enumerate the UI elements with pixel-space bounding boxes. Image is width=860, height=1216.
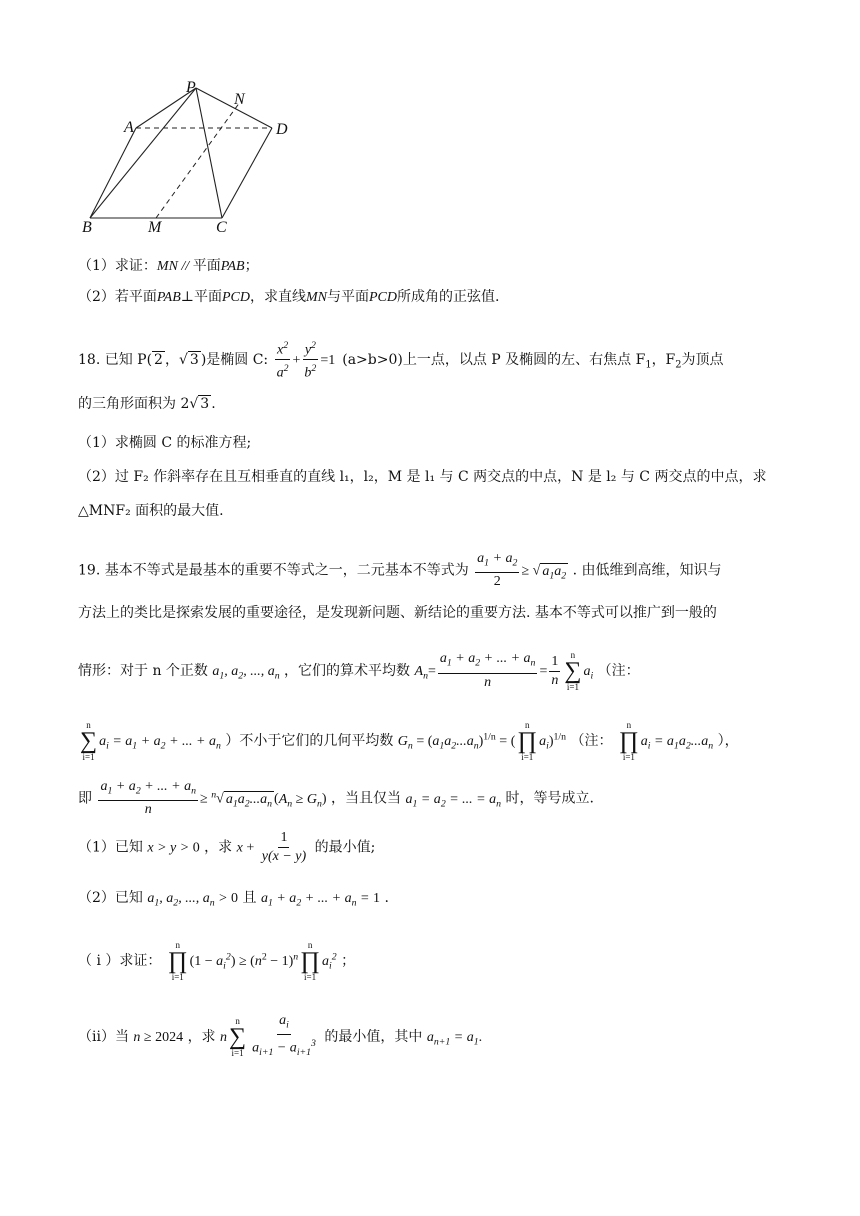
label-N: N [234, 91, 245, 108]
q19-line3: 情形：对于 n 个正数 $a_1$, $a_2$, ..., $a_n$ ，它们的算术平均数 $A_n=$ $\frac{a_1 + a_2 + ... + a_n}{n}$ = $\frac{1}{n}$ n ∑ i=1 $a_i$ （注： [78, 650, 640, 692]
label-B: B [82, 219, 92, 236]
edge-CD [222, 128, 272, 218]
q17-part2: （2）若平面PAB⊥平面PCD，求直线MN与平面PCD所成角的正弦值. [78, 289, 500, 305]
q18-part2-line2: △MNF₂ 面积的最大值. [78, 503, 224, 519]
label-A: A [124, 119, 134, 136]
q18-line2: 的三角形面积为 2√ 3 . [78, 396, 216, 412]
q19-part2: （2）已知 $a_1$, $a_2$, ..., $a_n > 0$ 且 $a_1 + a_2$ + ... + $a_n = 1$ . [78, 890, 389, 909]
q19-line1: 19. 基本不等式是最基本的重要不等式之一，二元基本不等式为 $\frac{a_1 + a_2}{2}$ ≥ √ $a_1a_2$ . 由低维到高维，知识与 [78, 551, 722, 590]
segment-MN-hidden [156, 102, 240, 218]
edge-AB [90, 128, 136, 218]
pyramid-diagram [72, 72, 312, 242]
edge-PC [196, 88, 222, 218]
label-D: D [276, 121, 288, 138]
q19-line2: 方法上的类比是探索发展的重要途径，是发现新问题、新结论的重要方法. 基本不等式可以推广到一般的 [78, 605, 717, 621]
q19-part2-ii: （ii）当 n ≥ 2024 ，求 n n ∑ i=1 $\frac{a_i}{a_{i+1} - a_{i+1}^3}$ 的最小值，其中 $a_{n+1} = a_1$. [78, 1013, 483, 1059]
label-M: M [148, 219, 162, 236]
q18-part1: （1）求椭圆 C 的标准方程; [78, 435, 252, 451]
q19-part1: （1）已知 x > y > 0 ，求 x + $\frac{1}{y(x - y)}$ 的最小值; [78, 830, 376, 864]
q19-line4: n ∑ i=1 $a_i = a_1 + a_2$ + ... + $a_n$ ）不小于它们的几何平均数 $G_n = (a_1a_2...a_n)^{1/n}$ = ( n ∏ i=1 $a_i)^{1/n}$ （注： n ∏ i=1 $a_i = a_1a_2...a_n$ ）， [80, 720, 739, 762]
q19-line5: 即 $\frac{a_1 + a_2 + ... + a_n}{n}$ ≥ $^n$√ $a_1a_2...a_n$ $(A_n \ge G_n)$ ，当且仅当 $a_1 = a_2$ = ... = $a_n$ 时，等号成立. [78, 779, 594, 818]
label-C: C [216, 219, 227, 236]
q17-part1: （1）求证：MN // 平面PAB； [78, 258, 259, 274]
q18-part2-line1: （2）过 F₂ 作斜率存在且互相垂直的直线 l₁，l₂，M 是 l₁ 与 C 两交点的中点，N 是 l₂ 与 C 两交点的中点，求 [78, 469, 767, 485]
label-P: P [186, 79, 196, 96]
edge-PB [90, 88, 196, 218]
pyramid-figure [72, 72, 312, 242]
q18-line1: 18. 已知 P( 2 ，√ 3 )是椭圆 C: $\frac{x^2}{a^2}$ + $\frac{y^2}{b^2}$ =1 (a>b>0)上一点，以点 P 及椭圆的左、右焦点 $F_1$，$F_2$为顶点 [78, 337, 724, 383]
q19-part2-i: （ i ）求证： n ∏ i=1 $(1 - a_i^2) \ge (n^2 - 1)^n$ n ∏ i=1 $a_i^2$ ； [78, 940, 356, 982]
